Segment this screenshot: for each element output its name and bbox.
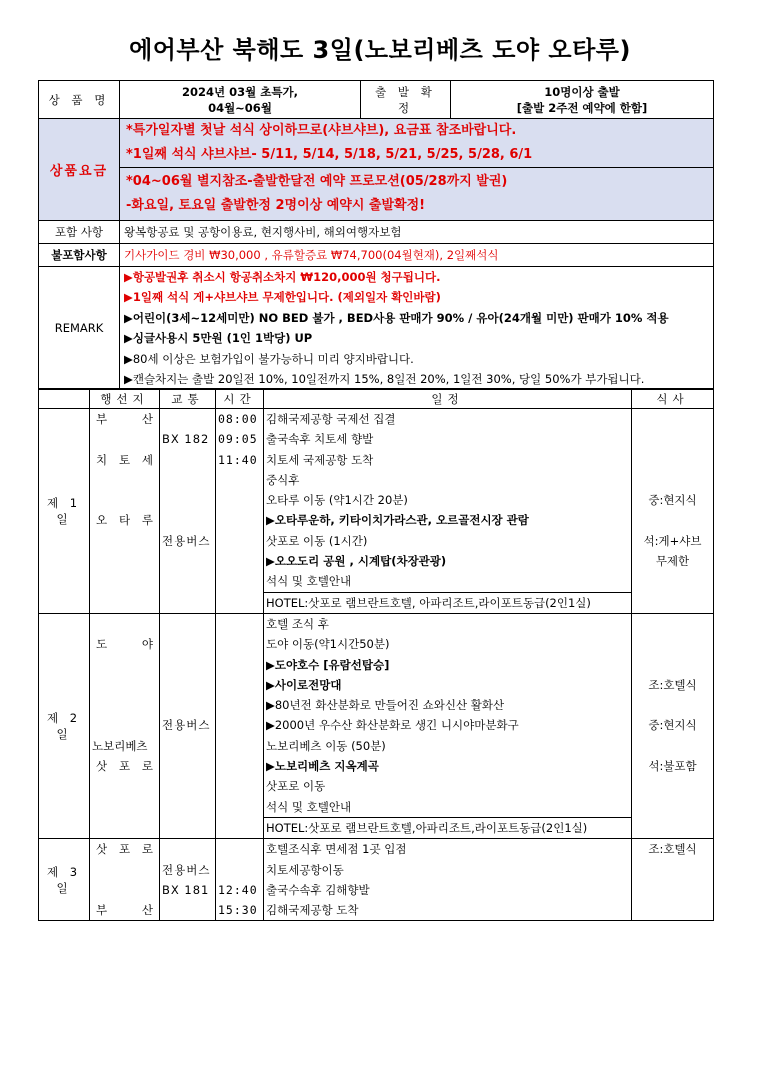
meal: 조:호텔식 [648, 842, 697, 857]
meal-cell [632, 839, 714, 921]
transport-cell [160, 409, 216, 614]
destination-cell [90, 839, 160, 921]
itinerary-line: 석식 및 호텔안내 [266, 574, 352, 589]
price-note: *1일째 석식 샤브샤브- 5/11, 5/14, 5/18, 5/21, 5/25, 5/28, 6/1 [126, 147, 533, 162]
itinerary-line: 치토세 국제공항 도착 [266, 452, 374, 467]
meal: 조:호텔식 [648, 677, 697, 692]
product-name-label: 상 품 명 [39, 81, 120, 119]
destination-cell [90, 409, 160, 614]
day-label: 제 2 일 [39, 613, 90, 838]
meal-cell [632, 409, 714, 614]
time: 08:00 [218, 412, 258, 426]
time: 15:30 [218, 903, 258, 918]
excluded-value: 기사가이드 경비 ₩30,000 , 유류할증료 ₩74,700(04월현재), 2일째석식 [120, 244, 714, 267]
time: 11:40 [218, 452, 258, 467]
itinerary-line: 오타루 이동 (약1시간 20분) [266, 493, 408, 508]
header-meals: 식사 [632, 389, 714, 409]
product-info-table [38, 80, 714, 390]
itinerary-line: 출국속후 치토세 향발 [266, 432, 374, 447]
itinerary-line: 도야 이동(약1시간50분) [266, 637, 390, 652]
itinerary-line: ▶사이로전망대 [266, 677, 342, 692]
destination-cell [90, 613, 160, 838]
destination: 삿 포 로 [96, 759, 153, 774]
transport: 전용버스 [162, 718, 211, 733]
itinerary-line: 호텔 조식 후 [266, 616, 329, 631]
time-cell [216, 409, 264, 614]
transport: 전용버스 [162, 862, 211, 877]
day-row [39, 409, 714, 614]
destination: 노보리베츠 [92, 738, 148, 753]
day-label: 제 3 일 [39, 839, 90, 921]
itinerary-cell [264, 839, 632, 921]
itinerary-line: 김해국제공항 국제선 집결 [266, 412, 396, 426]
header-destination: 행선지 [90, 389, 160, 409]
remark-item: ▶1일째 석식 게+샤브샤브 무제한입니다. (제외일자 확인바람) [124, 290, 441, 305]
destination: 오 타 루 [96, 513, 153, 528]
itinerary-line: 중식후 [266, 472, 300, 487]
itinerary-table [38, 388, 714, 921]
itinerary-line: 삿포로 이동 (1시간) [266, 533, 368, 548]
itinerary-line: 치토세공항이동 [266, 862, 344, 877]
meal: 중:현지식 [648, 493, 697, 508]
excluded-label: 불포함사항 [39, 244, 120, 267]
itinerary-line: ▶노보리베츠 지옥계곡 [266, 759, 379, 774]
remark-label: REMARK [39, 267, 120, 390]
hotel-info: HOTEL:삿포로 램브란트호텔, 아파리조트,라이포트동급(2인1실) [264, 592, 631, 613]
meal: 석:불포함 [648, 759, 697, 774]
header-transport: 교통 [160, 389, 216, 409]
price-note: *특가일자별 첫날 석식 상이하므로(샤브샤브), 요금표 참조바랍니다. [126, 123, 517, 138]
departure-confirm-line-2: [출발 2주전 예약에 한함] [516, 100, 648, 115]
itinerary-line: ▶2000년 우수산 화산분화로 생긴 니시야마분화구 [266, 718, 519, 733]
header-time: 시간 [216, 389, 264, 409]
time-cell [216, 839, 264, 921]
transport-cell [160, 839, 216, 921]
time-cell [216, 613, 264, 838]
itinerary-line: 삿포로 이동 [266, 779, 326, 794]
itinerary-line: 석식 및 호텔안내 [266, 799, 352, 814]
remark-list [120, 267, 714, 390]
product-name-line-1: 2024년 03월 초특가, [182, 84, 298, 99]
price-note: *04~06월 별지참조-출발한달전 예약 프로모션(05/28까지 발권) [126, 174, 508, 189]
transport: BX 181 [162, 882, 210, 897]
departure-confirm-line-1: 10명이상 출발 [544, 84, 620, 99]
header-day [39, 389, 90, 409]
itinerary-line: 호텔조식후 면세점 1곳 입점 [266, 842, 407, 857]
itinerary-line: ▶80년전 화산분화로 만들어진 쇼와신산 활화산 [266, 698, 505, 713]
remark-item: ▶80세 이상은 보험가입이 불가능하니 미리 양지바랍니다. [124, 351, 414, 366]
departure-confirm-label: 출 발 확 정 [361, 81, 451, 119]
time: 09:05 [218, 432, 258, 447]
itinerary-line: ▶오타루운하, 키타이치가라스관, 오르골전시장 관람 [266, 513, 529, 528]
transport-cell [160, 613, 216, 838]
itinerary-line: ▶도야호수 [유람선탑승] [266, 657, 390, 672]
destination: 부 산 [96, 903, 153, 918]
price-label: 상품요금 [39, 119, 120, 221]
price-note: -화요일, 토요일 출발한정 2명이상 예약시 출발확정! [126, 198, 426, 213]
meal: 무제한 [655, 554, 690, 569]
price-notes [120, 119, 714, 221]
time: 12:40 [218, 882, 258, 897]
remark-item: ▶항공발권후 취소시 항공취소차지 ₩120,000원 청구됩니다. [124, 270, 441, 284]
included-label: 포함 사항 [39, 221, 120, 244]
meal: 석:게+샤브 [643, 533, 702, 548]
day-row [39, 613, 714, 838]
remark-item: ▶어린이(3세~12세미만) NO BED 불가 , BED사용 판매가 90% / 유아(24개월 미만) 판매가 10% 적용 [124, 310, 669, 325]
itinerary-line: 출국수속후 김해향발 [266, 882, 370, 897]
destination: 부 산 [96, 412, 153, 426]
destination: 도 야 [96, 637, 153, 652]
transport: BX 182 [162, 432, 210, 447]
product-name-line-2: 04월~06월 [208, 100, 272, 115]
meal: 중:현지식 [648, 718, 697, 733]
header-itinerary: 일정 [264, 389, 632, 409]
product-name-value [120, 81, 361, 119]
remark-item: ▶캔슬차지는 출발 20일전 10%, 10일전까지 15%, 8일전 20%, 1일전 30%, 당일 50%가 부가됩니다. [124, 372, 645, 387]
hotel-info: HOTEL:삿포로 램브란트호텔,아파리조트,라이포트동급(2인1실) [264, 817, 631, 838]
day-label: 제 1 일 [39, 409, 90, 614]
itinerary-line: 김해국제공항 도착 [266, 903, 359, 918]
destination: 삿 포 로 [96, 842, 153, 857]
itinerary-line: ▶오오도리 공원 , 시계탑(차장관광) [266, 554, 447, 569]
itinerary-cell [264, 409, 632, 614]
meal-cell [632, 613, 714, 838]
remark-item: ▶싱글사용시 5만원 (1인 1박당) UP [124, 331, 313, 346]
departure-confirm-value [451, 81, 714, 119]
destination: 치 토 세 [96, 452, 153, 467]
included-value: 왕복항공료 및 공항이용료, 현지행사비, 해외여행자보험 [120, 221, 714, 244]
page-title: 에어부산 북해도 3일(노보리베츠 도야 오타루) [129, 36, 631, 64]
itinerary-line: 노보리베츠 이동 (50분) [266, 738, 386, 753]
transport: 전용버스 [162, 533, 211, 548]
itinerary-cell [264, 613, 632, 838]
day-row [39, 839, 714, 921]
